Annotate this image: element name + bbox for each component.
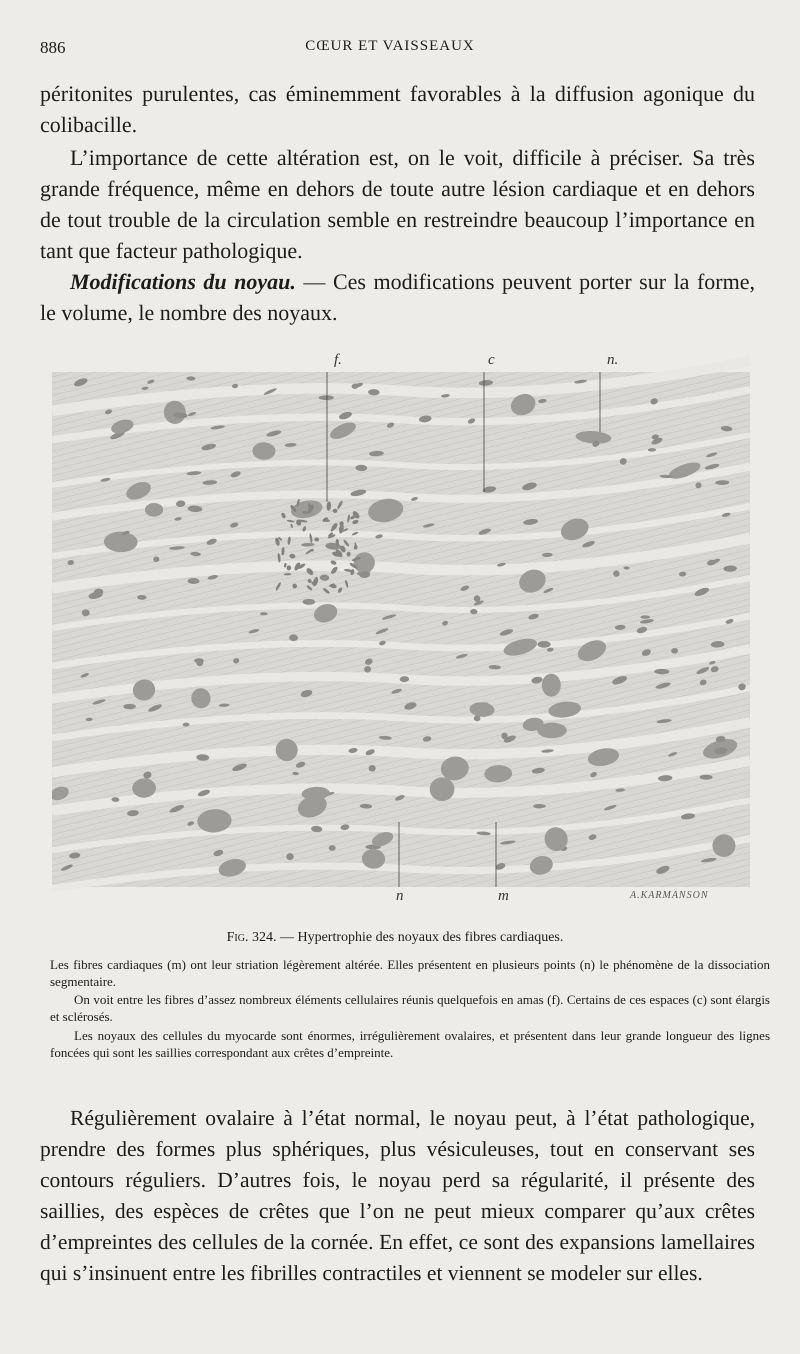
figure-number: Fig. 324. bbox=[226, 930, 277, 945]
paragraph-4: Régulièrement ovalaire à l’état normal, le noyau peut, à l’état pathologique, prendre des formes plus sphériques, plus vésiculeuses, tout en conservant ses contours réguliers. D’autres fois, le noyau perd sa régularité, il présente des saillies, des espèces de crêtes que l’on ne peut mieux comparer qu’aux crêtes d’empreintes des cellules de la cornée. En effet, ce sont des expansions lamellaires qui s’insinuent entre les fibrilles contractiles et viennent se modeler sur elles. bbox=[40, 1106, 755, 1285]
engraver-signature: A.KARMANSON bbox=[630, 890, 709, 901]
histology-illustration bbox=[52, 352, 750, 912]
paragraph-3 bbox=[40, 266, 755, 328]
figure-label-c: c bbox=[488, 352, 495, 368]
figure-caption-title bbox=[40, 930, 750, 946]
caption-line-1: Les fibres cardiaques (m) ont leur striation légèrement altérée. Elles présentent en plusieurs points (n) le phénomène de la dissociation segmentaire. bbox=[50, 957, 770, 989]
figure-label-f: f. bbox=[334, 352, 342, 368]
section-heading: Modifications du noyau. bbox=[70, 269, 296, 294]
paragraph-3-body: — Ces modifications peuvent porter sur la forme, le volume, le nombre des noyaux. bbox=[40, 269, 755, 325]
caption-line-2: On voit entre les fibres d’assez nombreux éléments cellulaires réunis quelquefois en amas (f). Certains de ces espaces (c) sont élargis et sclérosés. bbox=[50, 992, 770, 1024]
figure-title: — Hypertrophie des noyaux des fibres cardiaques. bbox=[276, 930, 564, 945]
paragraph-2: L’importance de cette altération est, on le voit, difficile à préciser. Sa très grande fréquence, même en dehors de toute autre lésion cardiaque et en dehors de tout trouble de la circulation semble en restreindre beaucoup l’importance en tant que facteur pathologique. bbox=[40, 145, 755, 263]
figure-label-n-bottom: n bbox=[396, 888, 404, 904]
paragraph-1: péritonites purulentes, cas éminemment favorables à la diffusion agonique du colibacille. bbox=[40, 81, 755, 137]
figure-label-m-bottom: m bbox=[498, 888, 509, 904]
caption-line-3: Les noyaux des cellules du myocarde sont énormes, irrégulièrement ovalaires, et présentent dans leur grande longueur des lignes foncées qui sont les saillies correspondant aux crêtes d’empreinte. bbox=[50, 1028, 770, 1060]
figure-label-n-top: n. bbox=[607, 352, 619, 368]
cell-cluster-element bbox=[333, 509, 338, 513]
page-number: 886 bbox=[40, 38, 66, 57]
running-title: CŒUR ET VAISSEAUX bbox=[305, 38, 475, 54]
page-header bbox=[40, 38, 740, 62]
histology-figure bbox=[52, 352, 750, 912]
